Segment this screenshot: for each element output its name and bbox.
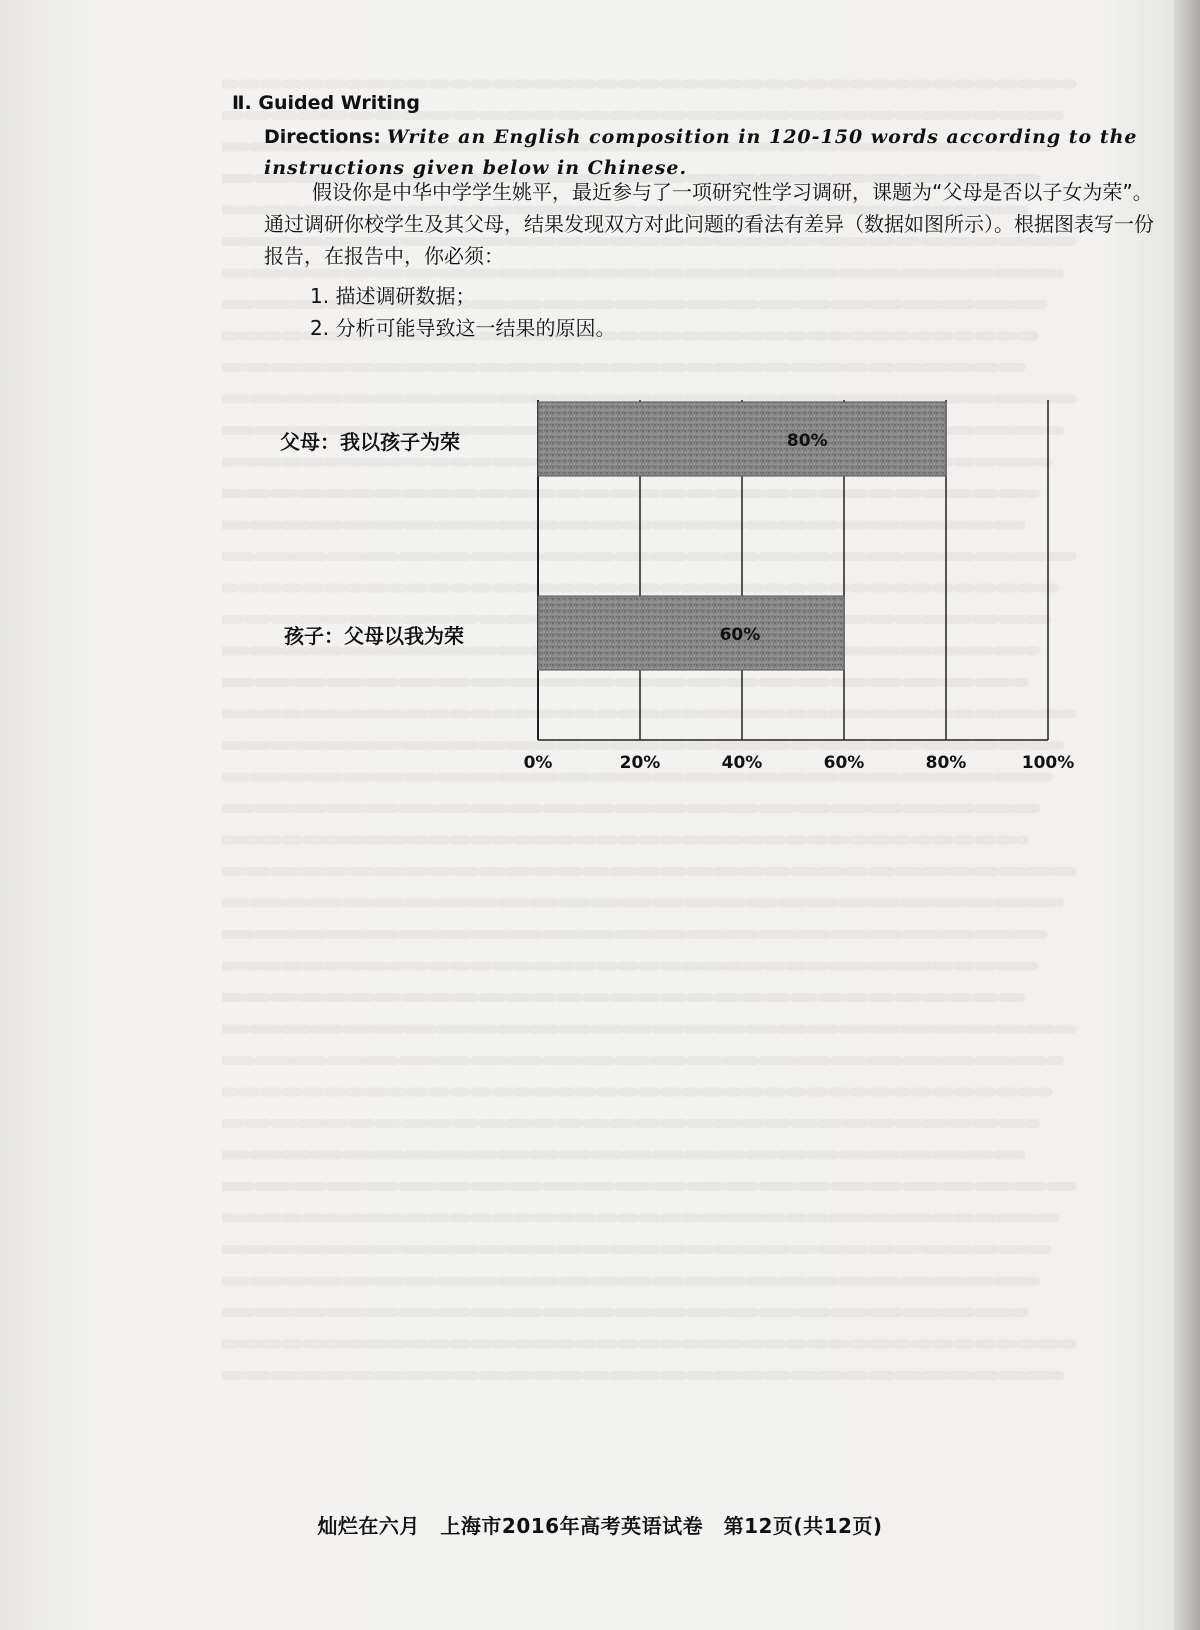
category-label-children: 孩子：父母以我为荣 xyxy=(284,624,464,648)
x-tick-label: 20% xyxy=(619,753,661,773)
requirement-item: 1. 描述调研数据； xyxy=(310,284,476,308)
bar-chart-svg xyxy=(270,400,1110,800)
directions-text: Write an English composition in 120-150 words according to the instructions given below in Chinese. xyxy=(264,126,1138,179)
section-heading xyxy=(232,92,420,114)
x-tick-label: 100% xyxy=(1021,753,1075,773)
bar xyxy=(538,402,946,476)
x-tick-label: 80% xyxy=(925,753,967,773)
bar-data-label: 60% xyxy=(719,625,761,645)
bar-data-label: 80% xyxy=(786,431,828,451)
bar xyxy=(538,596,844,670)
section-number: Ⅱ. xyxy=(232,92,252,114)
section-title: Guided Writing xyxy=(258,92,420,114)
page-footer: 灿烂在六月 上海市2016年高考英语试卷 第12页(共12页) xyxy=(317,1514,883,1538)
x-tick-label: 40% xyxy=(721,753,763,773)
page-edge-shadow xyxy=(1174,0,1200,1630)
directions-label: Directions: xyxy=(264,126,381,148)
x-tick-label: 0% xyxy=(523,753,553,773)
survey-chart xyxy=(270,400,1110,800)
category-label-parents: 父母：我以孩子为荣 xyxy=(280,430,460,454)
x-tick-label: 60% xyxy=(823,753,865,773)
requirement-item: 2. 分析可能导致这一结果的原因。 xyxy=(310,316,616,340)
directions-block xyxy=(264,122,1154,184)
requirements-list xyxy=(310,280,615,344)
prompt-paragraph: 假设你是中华中学学生姚平，最近参与了一项研究性学习调研，课题为“父母是否以子女为荣”。通过调研你校学生及其父母，结果发现双方对此问题的看法有差异（数据如图所示）。根据图表写一份报告，在报告中，你必须： xyxy=(264,180,1154,268)
